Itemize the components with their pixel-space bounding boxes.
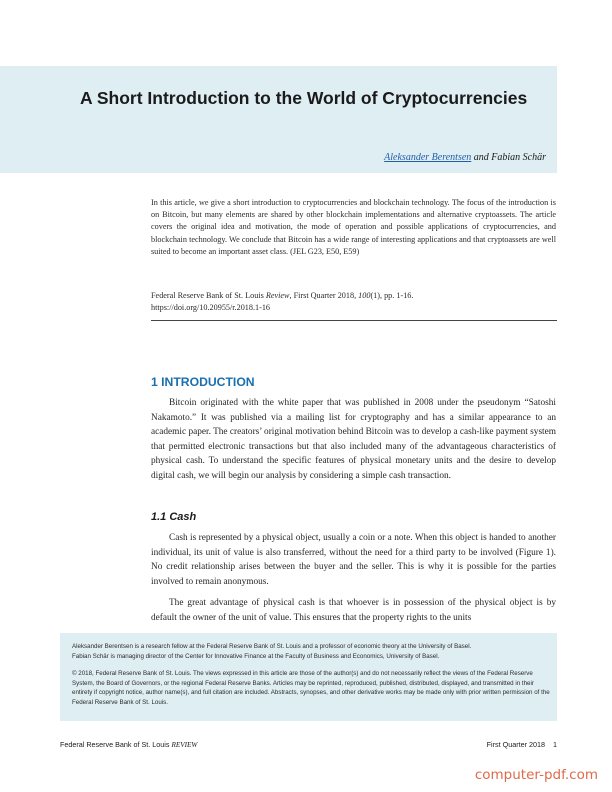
citation-journal: Review <box>265 291 290 300</box>
citation-doi[interactable]: https://doi.org/10.20955/r.2018.1-16 <box>151 303 271 313</box>
bio-schaer: Fabian Schär is managing director of the Center for Innovative Finance at the Faculty of Business and Economics, University of Basel. <box>72 652 440 660</box>
author-rest: and Fabian Schär <box>471 152 546 163</box>
copyright-notice: © 2018, Federal Reserve Bank of St. Louis. The views expressed in this article are those of the author(s) and do not necessarily reflect the views of the Federal Reserve System, the Board of Governors, or the regional Federal Reserve Banks. Articles may be reprinted, reproduced, published, distributed, displayed, and transmitted in their entirety if copyright notice, author name(s), and full citation are included. Abstracts, synopses, and other derivative works may be made only with prior written permission of the Federal Reserve Bank of St. Louis. <box>72 670 550 706</box>
watermark: computer-pdf.com <box>474 767 598 783</box>
citation <box>151 290 556 314</box>
footer-issue-text: First Quarter 2018 <box>486 740 545 749</box>
abstract: In this article, we give a short introduction to cryptocurrencies and blockchain technology. The focus of the introduction is on Bitcoin, but many elements are shared by other blockchain implementations and alternative cryptoassets. The article covers the original idea and motivation, the mode of operation and possible applications of cryptocurrencies, and blockchain technology. We conclude that Bitcoin has a wide range of interesting applications and that cryptoassets are well suited to become an important asset class. (JEL G23, E50, E59) <box>151 198 556 256</box>
bio-berentsen: Aleksander Berentsen is a research fellow at the Federal Reserve Bank of St. Louis and a professor of economic theory at the University of Basel. <box>72 643 472 650</box>
citation-prefix: Federal Reserve Bank of St. Louis <box>151 291 266 300</box>
author-link-berentsen[interactable]: Aleksander Berentsen <box>384 152 472 163</box>
intro-paragraph: Bitcoin originated with the white paper that was published in 2008 under the pseudonym “Satoshi Nakamoto.” It was published via a mailing list for cryptography and has a similar appearance to an academic paper. The creators’ original motivation behind Bitcoin was to develop a cash-like payment system that permitted electronic transactions but that also included many of the advantageous characteristics of physical cash. To understand the specific features of physical monetary units and the desire to develop digital cash, we will begin our analysis by considering a simple cash transaction. <box>151 398 556 481</box>
section-heading-introduction: 1 INTRODUCTION <box>151 375 255 389</box>
footer-journal-name: REVIEW <box>171 741 198 749</box>
footer-issue <box>487 740 557 749</box>
footer-journal <box>60 740 197 749</box>
citation-issue-pre: , First Quarter 2018, <box>289 291 359 300</box>
page-number: 1 <box>553 740 557 749</box>
cash-paragraph-2: The great advantage of physical cash is that whoever is in possession of the physical object is by default the owner of the unit of value. This ensures that the property rights to the units <box>151 598 556 623</box>
subsection-heading-cash: 1.1 Cash <box>151 511 197 523</box>
citation-volume: 100 <box>358 291 371 300</box>
cash-paragraph-1: Cash is represented by a physical object, usually a coin or a note. When this object is handed to another individual, its unit of value is also transferred, without the need for a third party to be involved (Figure 1). No credit relationship arises between the buyer and the seller. This is why it is possible for the parties involved to remain anonymous. <box>151 533 556 587</box>
article-title: A Short Introduction to the World of Cryptocurrencies <box>80 88 528 108</box>
authors-line <box>384 152 546 163</box>
footer-journal-prefix: Federal Reserve Bank of St. Louis <box>60 740 172 749</box>
author-bios <box>72 642 552 661</box>
citation-line <box>151 290 556 302</box>
author-footnote-box <box>60 633 557 721</box>
divider <box>151 320 557 321</box>
citation-issue-post: (1), pp. 1-16. <box>370 291 414 300</box>
